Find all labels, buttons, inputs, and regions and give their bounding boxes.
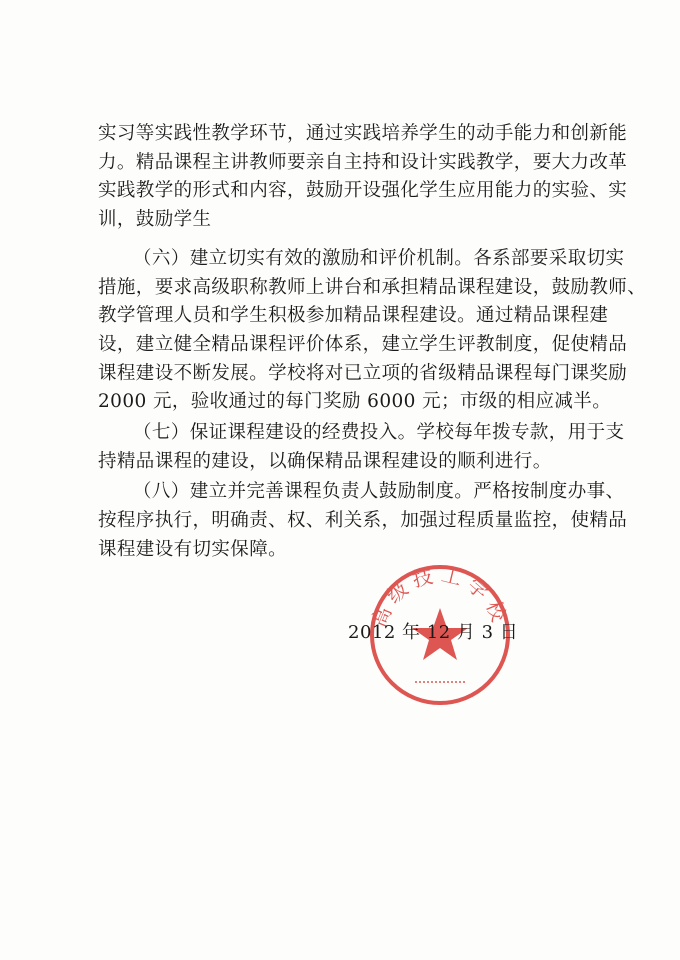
text-line: （七）保证课程建设的经费投入。学校每年拨专款，用于支 [133, 422, 625, 444]
text-line: 教学管理人员和学生积极参加精品课程建设。通过精品课程建 [98, 305, 609, 327]
document-body [98, 120, 647, 565]
text-line: 实习等实践性教学环节，通过实践培养学生的动手能力和创新能 [98, 123, 628, 144]
document-date: 2012 年 12 月 3 日 [348, 622, 519, 643]
text-line: 课程建设有切实保障。 [98, 538, 288, 560]
text-line: 实践教学的形式和内容，鼓励开设强化学生应用能力的实验、实 [98, 180, 628, 202]
text-line: 设，建立健全精品课程评价体系，建立学生评教制度，促使精品 [98, 333, 628, 355]
text-line: 措施，要求高级职称教师上讲台和承担精品课程建设，鼓励教师、 [98, 276, 647, 298]
text-line: （八）建立并完善课程负责人鼓励制度。严格按制度办事、 [133, 481, 625, 503]
paragraph-eight [98, 478, 628, 564]
text-line: 持精品课程的建设，以确保精品课程建设的顺利进行。 [98, 450, 552, 472]
paragraph-six [98, 245, 647, 417]
text-line: 2000 元，验收通过的每门奖励 6000 元；市级的相应减半。 [98, 391, 612, 413]
paragraph-seven [98, 419, 625, 476]
paragraph-continuation [98, 120, 628, 235]
seal-text: 高级技工学校 [366, 562, 514, 631]
text-line: 力。精品课程主讲教师要亲自主持和设计实践教学，要大力改革 [98, 151, 628, 173]
text-line: 课程建设不断发展。学校将对已立项的省级精品课程每门课奖励 [98, 362, 628, 384]
text-line: 训，鼓励学生 [98, 209, 212, 231]
text-line: 按程序执行，明确责、权、利关系，加强过程质量监控，使精品 [98, 510, 628, 532]
text-line: （六）建立切实有效的激励和评价机制。各系部要采取切实 [133, 247, 625, 269]
